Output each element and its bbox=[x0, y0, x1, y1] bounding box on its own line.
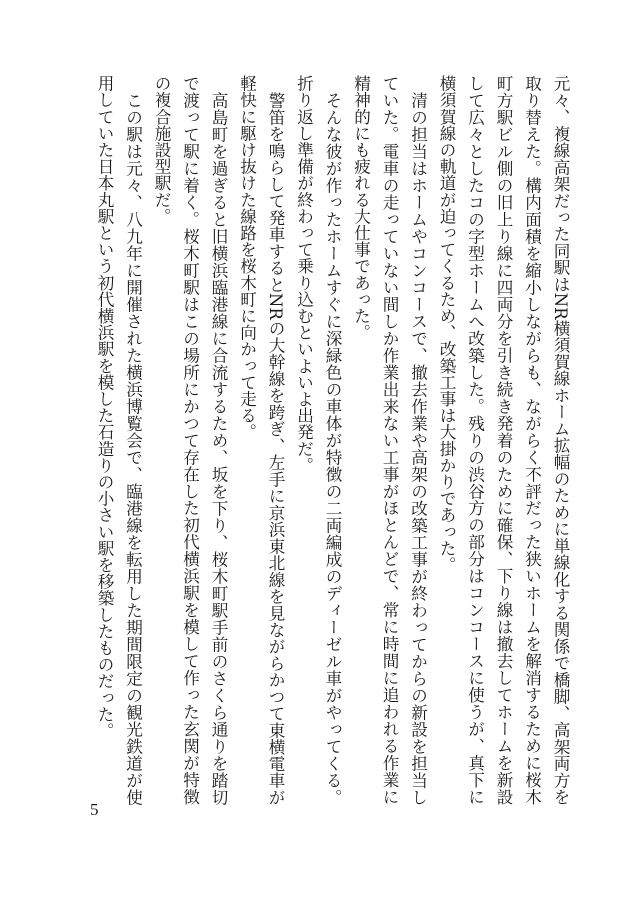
paragraph-5: 高島町を過ぎると旧横浜臨港線に合流するため、坂を下り、桜木町駅手前のさくら通りを踏切で渡って駅に着く。桜木町駅はこの場所にかつて存在した初代横浜駅を模して作った玄関が特徴の複合施設型駅だ。 bbox=[152, 75, 228, 805]
paragraph-4: 警笛を鳴らして発車するとNRの大幹線を跨ぎ、左手に京浜東北線を見ながらかつて東横電車が軽快に駆け抜けた線路を桜木町に向かって走る。 bbox=[237, 75, 285, 805]
paragraph-2: 清の担当はホームやコンコースで、撤去作業や高架の改築工事が終わってからの新設を担当していた。電車の走っていない間しか作業出来ない工事がほとんどで、常に時間に追われる作業に精神的にも疲れる大仕事であった。 bbox=[351, 75, 428, 805]
paragraph-1: 元々、複線高架だった同駅はNR横須賀線ホーム拡幅のために単線化する関係で橋脚、高架両方を取り替えた。構内面積を縮小しながらも、ながらく不評だった狭いホームを解消するために桜木町方駅ビル側の旧上り線に四両分を引き続き発着のために確保、下り線は撤去してホームを新設して広々としたコの字型ホームへ改築した。残りの渋谷方の部分はコンコースに使うが、真下に横須賀線の軌道が迫ってくるため、改築工事は大掛かりであった。 bbox=[437, 75, 570, 805]
page-number: 5 bbox=[90, 800, 99, 819]
vertical-body-text bbox=[95, 75, 574, 805]
paragraph-3: そんな彼が作ったホームすぐに深緑色の車体が特徴の二両編成のディーゼル車がやってくる。折り返し準備が終わって乗り込むといよいよ出発だ。 bbox=[294, 75, 342, 805]
paragraph-6: この駅は元々、八九年に開催された横浜博覧会で、臨港線を転用した期間限定の観光鉄道が使用していた日本丸駅という初代横浜駅を模した石造りの小さい駅を移築したものだった。 bbox=[95, 75, 143, 805]
